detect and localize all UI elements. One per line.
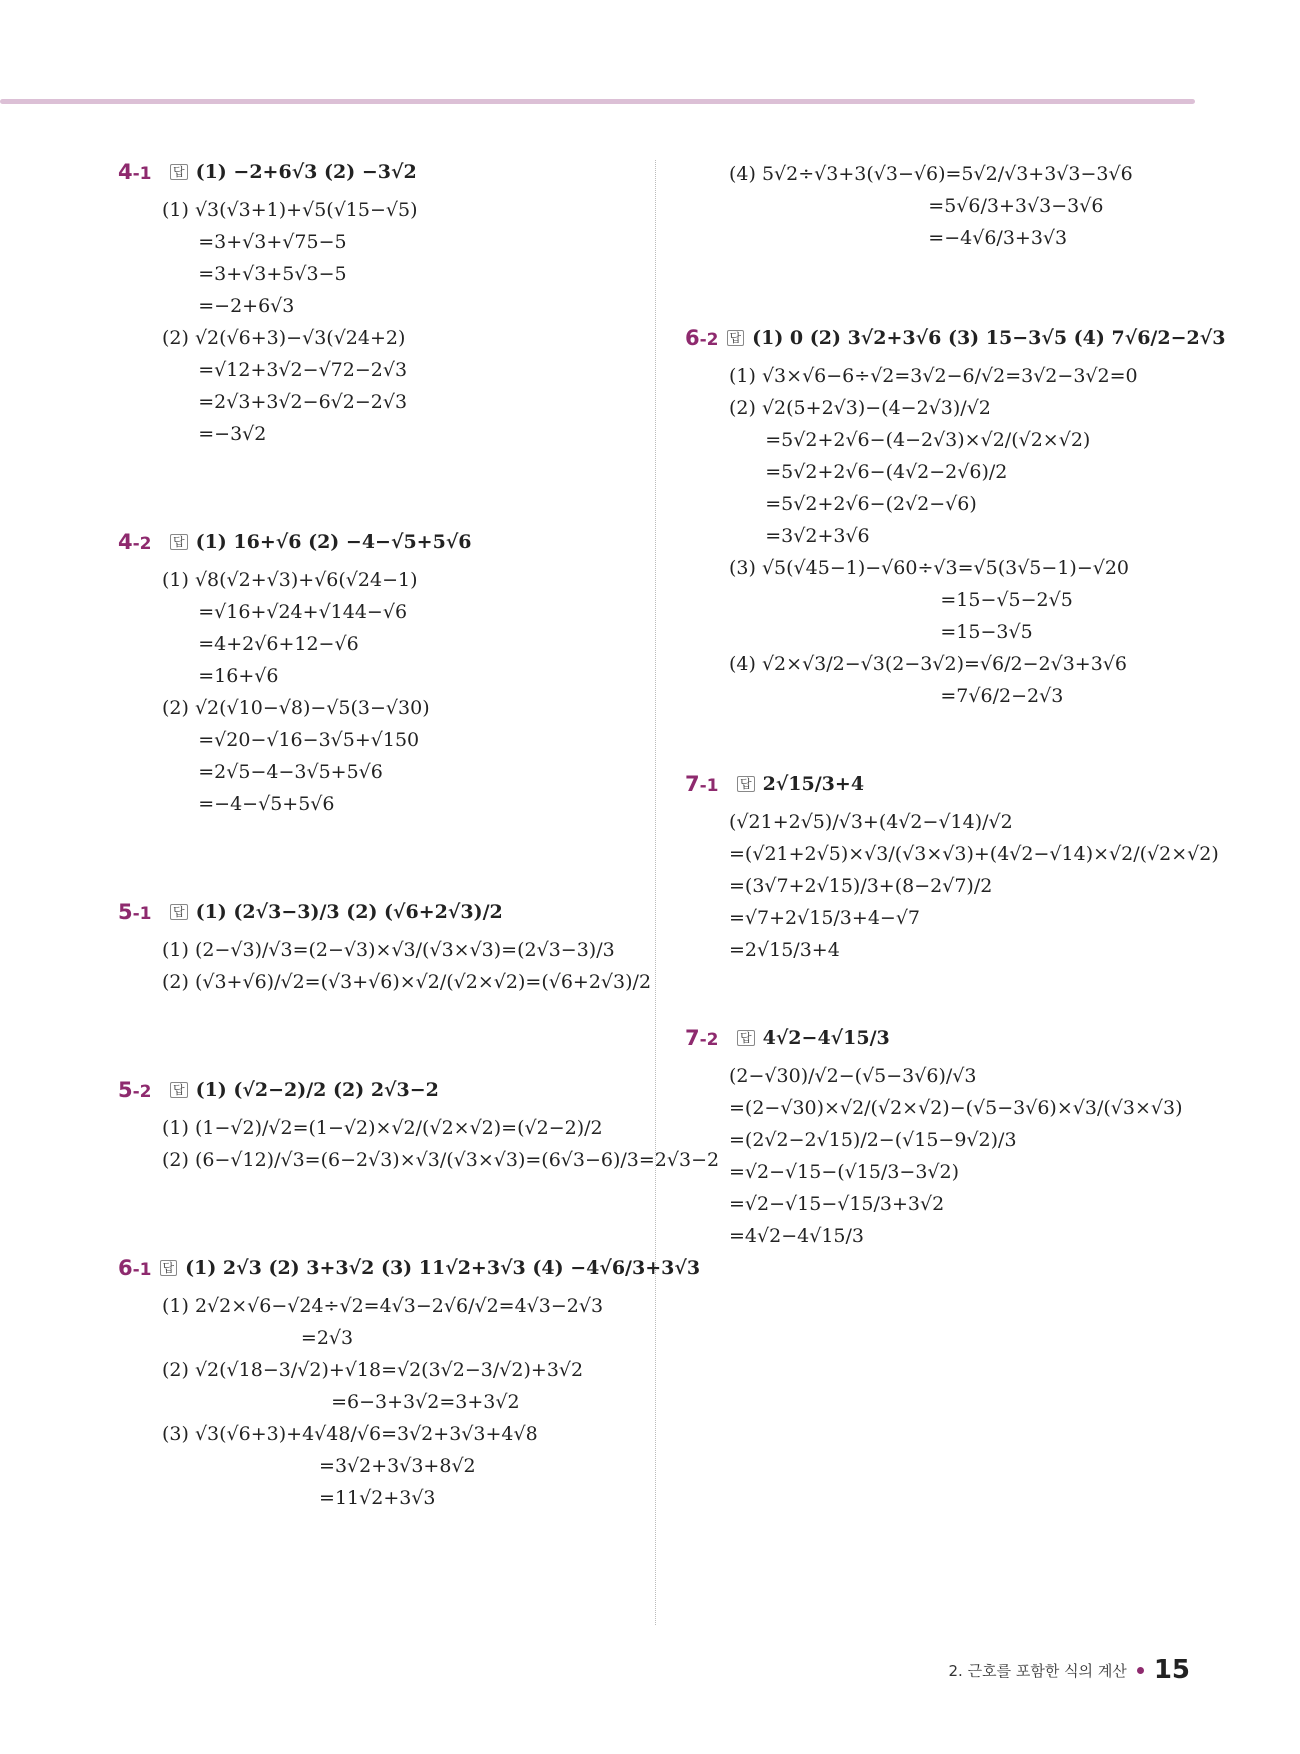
problem-header <box>685 324 1226 352</box>
problem-header <box>118 1076 638 1104</box>
problem-number-main: 4 <box>118 159 133 184</box>
solution-line: =√7+2√15/3+4−√7 <box>729 906 921 929</box>
solution-steps <box>685 1060 1205 1252</box>
problem-number-sub: -2 <box>132 1081 152 1102</box>
answer-text: (1) −2+6√3 (2) −3√2 <box>195 160 417 183</box>
problem-number-main: 5 <box>118 1077 133 1102</box>
solution-line: (4) 5√2÷√3+3(√3−√6)=5√2/√3+3√3−3√6 <box>729 162 1133 185</box>
answer-text: 2√15/3+4 <box>762 772 865 795</box>
solution-line: =15−√5−2√5 <box>729 588 1073 611</box>
solution-line: (2) √2(5+2√3)−(4−2√3)/√2 <box>729 396 991 419</box>
problem-number-sub: -1 <box>699 775 719 796</box>
solution-line: (4) √2×√3/2−√3(2−3√2)=√6/2−2√3+3√6 <box>729 652 1127 675</box>
solution-line: (√21+2√5)/√3+(4√2−√14)/√2 <box>729 810 1013 833</box>
right-column <box>685 158 1226 1252</box>
solution-line: =3+√3+5√3−5 <box>162 262 347 285</box>
solution-line: (2−√30)/√2−(√5−3√6)/√3 <box>729 1064 977 1087</box>
problem-number <box>685 771 729 796</box>
solution-steps <box>118 1112 720 1176</box>
solution-steps <box>118 194 638 450</box>
chapter-title: 2. 근호를 포함한 식의 계산 <box>948 1661 1127 1680</box>
problem-4-1 <box>118 158 638 450</box>
solution-line: (3) √5(√45−1)−√60÷√3=√5(3√5−1)−√20 <box>729 556 1130 579</box>
solution-line: (1) 2√2×√6−√24÷√2=4√3−2√6/√2=4√3−2√3 <box>162 1294 604 1317</box>
problem-number-sub: -1 <box>132 903 152 924</box>
solution-line: =2√5−4−3√5+5√6 <box>162 760 383 783</box>
solution-line: (2) √2(√10−√8)−√5(3−√30) <box>162 696 430 719</box>
problem-header <box>118 1254 701 1282</box>
problem-number <box>118 529 162 554</box>
problem-6-2 <box>685 324 1226 712</box>
problem-header <box>685 1024 1205 1052</box>
problem-header <box>685 770 1205 798</box>
page-number: 15 <box>1153 1655 1190 1685</box>
solution-line: (2) (6−√12)/√3=(6−2√3)×√3/(√3×√3)=(6√3−6)/3=2√3−2 <box>162 1148 720 1171</box>
solution-line: (1) √8(√2+√3)+√6(√24−1) <box>162 568 418 591</box>
answer-label: 답 <box>170 904 188 920</box>
solution-line: =√2−√15−(√15/3−3√2) <box>729 1160 960 1183</box>
answer-text: (1) (2√3−3)/3 (2) (√6+2√3)/2 <box>195 900 503 923</box>
solution-line: =−4√6/3+3√3 <box>729 226 1068 249</box>
problem-4-2 <box>118 528 638 820</box>
solution-line: (1) √3×√6−6÷√2=3√2−6/√2=3√2−3√2=0 <box>729 364 1138 387</box>
problem-5-2 <box>118 1076 720 1176</box>
solution-line: =√12+3√2−√72−2√3 <box>162 358 408 381</box>
left-column <box>118 158 720 1514</box>
solution-line: =2√15/3+4 <box>729 938 840 961</box>
problem-7-1 <box>685 770 1219 966</box>
solution-line: =3√2+3√6 <box>729 524 870 547</box>
top-accent-bar <box>0 99 1195 104</box>
solution-line: =15−3√5 <box>729 620 1033 643</box>
problem-header <box>118 898 638 926</box>
solution-line: =−4−√5+5√6 <box>162 792 335 815</box>
answer-label: 답 <box>170 164 188 180</box>
solution-line: =2√3+3√2−6√2−2√3 <box>162 390 408 413</box>
problem-number-sub: -1 <box>132 1259 152 1280</box>
solution-line: =(3√7+2√15)/3+(8−2√7)/2 <box>729 874 993 897</box>
answer-label: 답 <box>737 776 755 792</box>
answer-label: 답 <box>737 1030 755 1046</box>
answer-text: (1) 2√3 (2) 3+3√2 (3) 11√2+3√3 (4) −4√6/3+3√3 <box>185 1256 701 1279</box>
solution-line: =√16+√24+√144−√6 <box>162 600 408 623</box>
answer-text: (1) (√2−2)/2 (2) 2√3−2 <box>195 1078 439 1101</box>
solution-line: (2) √2(√18−3/√2)+√18=√2(3√2−3/√2)+3√2 <box>162 1358 584 1381</box>
bullet-icon <box>1137 1667 1144 1674</box>
solution-line: =5√2+2√6−(4√2−2√6)/2 <box>729 460 1008 483</box>
problem-number <box>118 1077 162 1102</box>
page-footer <box>949 1655 1190 1685</box>
solution-line: =−2+6√3 <box>162 294 295 317</box>
problem-number-main: 7 <box>685 1025 700 1050</box>
answer-label: 답 <box>170 534 188 550</box>
problem-number-main: 6 <box>118 1255 133 1280</box>
problem-6-1 <box>118 1254 701 1514</box>
answer-text: (1) 0 (2) 3√2+3√6 (3) 15−3√5 (4) 7√6/2−2√3 <box>752 326 1226 349</box>
solution-line: =6−3+3√2=3+3√2 <box>162 1390 520 1413</box>
column-divider <box>655 160 656 1625</box>
solution-steps <box>118 934 652 998</box>
problem-number-sub: -2 <box>699 329 719 350</box>
problem-number-main: 7 <box>685 771 700 796</box>
problem-number-sub: -1 <box>132 163 152 184</box>
answer-text: 4√2−4√15/3 <box>762 1026 890 1049</box>
solution-line: (2) √2(√6+3)−√3(√24+2) <box>162 326 406 349</box>
solution-steps <box>118 564 638 820</box>
problem-7-2 <box>685 1024 1205 1252</box>
solution-line: =4+2√6+12−√6 <box>162 632 359 655</box>
problem-number-main: 5 <box>118 899 133 924</box>
problem-header <box>118 158 638 186</box>
solution-line: (1) (2−√3)/√3=(2−√3)×√3/(√3×√3)=(2√3−3)/3 <box>162 938 615 961</box>
solution-line: =3√2+3√3+8√2 <box>162 1454 476 1477</box>
problem-number <box>118 899 162 924</box>
problem-number <box>685 325 719 350</box>
solution-line: =11√2+3√3 <box>162 1486 436 1509</box>
solution-line: =5√2+2√6−(4−2√3)×√2/(√2×√2) <box>729 428 1091 451</box>
problem-number-sub: -2 <box>699 1029 719 1050</box>
answer-label: 답 <box>170 1082 188 1098</box>
problem-number <box>118 1255 152 1280</box>
problem-number-main: 6 <box>685 325 700 350</box>
solution-line: =5√2+2√6−(2√2−√6) <box>729 492 977 515</box>
solution-line: =(2−√30)×√2/(√2×√2)−(√5−3√6)×√3/(√3×√3) <box>729 1096 1183 1119</box>
problem-5-1 <box>118 898 652 998</box>
solution-line: (1) √3(√3+1)+√5(√15−√5) <box>162 198 418 221</box>
solution-line: =2√3 <box>162 1326 354 1349</box>
solution-steps <box>685 806 1219 966</box>
solution-steps <box>685 158 1205 254</box>
solution-line: (2) (√3+√6)/√2=(√3+√6)×√2/(√2×√2)=(√6+2√3)/2 <box>162 970 652 993</box>
solution-line: =(2√2−2√15)/2−(√15−9√2)/3 <box>729 1128 1017 1151</box>
problem-number-sub: -2 <box>132 533 152 554</box>
answer-label: 답 <box>727 330 745 346</box>
solution-line: =√20−√16−3√5+√150 <box>162 728 420 751</box>
solution-line: =7√6/2−2√3 <box>729 684 1064 707</box>
solution-line: =16+√6 <box>162 664 279 687</box>
solution-line: (1) (1−√2)/√2=(1−√2)×√2/(√2×√2)=(√2−2)/2 <box>162 1116 603 1139</box>
solution-line: =5√6/3+3√3−3√6 <box>729 194 1104 217</box>
problem-number <box>118 159 162 184</box>
solution-line: =3+√3+√75−5 <box>162 230 347 253</box>
solution-steps <box>685 360 1205 712</box>
problem-header <box>118 528 638 556</box>
problem-number-main: 4 <box>118 529 133 554</box>
solution-line: =−3√2 <box>162 422 267 445</box>
problem-continued <box>685 158 1205 254</box>
solution-line: =(√21+2√5)×√3/(√3×√3)+(4√2−√14)×√2/(√2×√2) <box>729 842 1219 865</box>
solution-line: =√2−√15−√15/3+3√2 <box>729 1192 945 1215</box>
solution-line: (3) √3(√6+3)+4√48/√6=3√2+3√3+4√8 <box>162 1422 538 1445</box>
solution-line: =4√2−4√15/3 <box>729 1224 864 1247</box>
answer-text: (1) 16+√6 (2) −4−√5+5√6 <box>195 530 472 553</box>
problem-number <box>685 1025 729 1050</box>
solution-steps <box>118 1290 638 1514</box>
answer-label: 답 <box>160 1260 178 1276</box>
